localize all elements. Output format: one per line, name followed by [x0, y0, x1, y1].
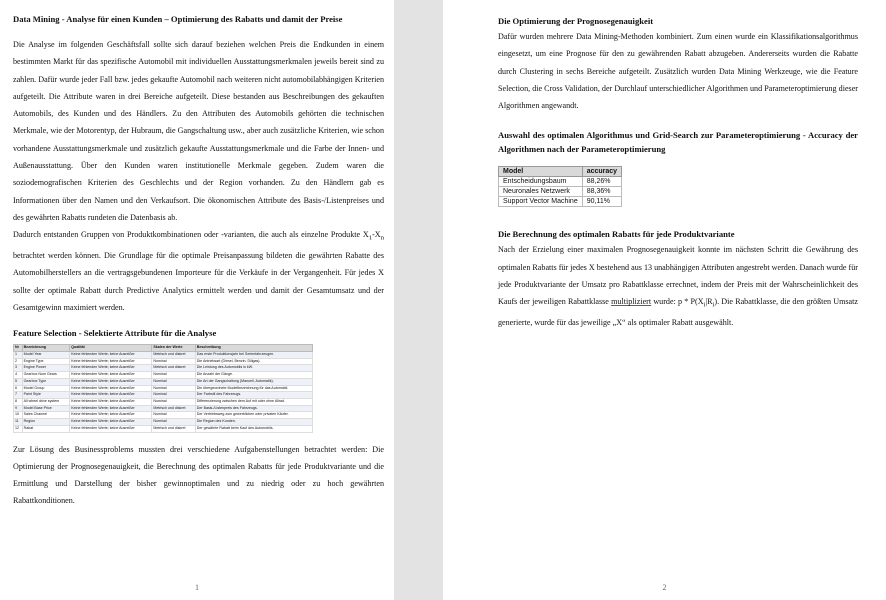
- intro-paragraph: Die Analyse im folgenden Geschäftsfall sollte sich darauf beziehen welchen Preis die Endkunden in einem bestimmten Markt für das spezifische Automobil mit individuellen Ausstattungsmerkmalen jeweils bereit sind zu zahlen. Dafür wurde jeder Fall bzw. jedes gekaufte Automobil nach weiteren nicht automobilabhängigen Kriterien aufgeteilt. Die Attribute waren in drei Bereiche aufgeteilt. Diese bestanden aus Beschreibungen des gekauften Automobils, des Kunden und des Händlers. Zu den Attributen des Automobils gehörten die technischen Merkmale, wie der Motorentyp, der Hubraum, die Gangschaltung usw., aber auch zusätzliche Kriterien, wie schon vorhandene Ausstattungsmerkmale und zusätzlich gekaufte Ausstattungsmerkmale und die Farbe der Innen- und Außenausstattung. Über den Kunden waren institutionelle Merkmale gegeben. Zudem waren die soziodemografischen Kriterien des Geschlechts und der Region vorhanden. Zu den Händlern gab es Informationen über den Namen und den Verkaufsort. Die ökonomischen Attribute des Basis-/Listenpreises und des gewährten Rabatts rundeten die Datenbasis ab.: [13, 40, 384, 222]
- product-paragraph: Dadurch entstanden Gruppen von Produktkombinationen oder -varianten, die auch als einzelne Produkte $X_1-X_n$ betrachtet werden können. Die Grundlage für die optimale Preisanpassung bildeten die gewährten Rabatte des Automobilherstellers an die vertragsgebundenen Importeure für die Verkäufe in der Vergangenheit. Für jedes X sollte der optimale Rabatt durch Predictive Analytics ermittelt werden und damit der Gesamtumsatz und der Gesamtgewinn maximiert werden.: [13, 230, 384, 313]
- accuracy-table-cell: Entscheidungsbaum: [499, 177, 583, 187]
- feature-table-cell: Engine Type: [22, 358, 70, 365]
- feature-table-cell: Nominal: [152, 372, 195, 379]
- feature-table-cell: 9: [14, 405, 23, 412]
- feature-table-cell: All wheel drive system: [22, 398, 70, 405]
- feature-table-cell: Keine fehlenden Werte; keine Ausreißer: [70, 419, 152, 426]
- feature-table-cell: Sales Channel: [22, 412, 70, 419]
- feature-table-row: [14, 392, 313, 399]
- feature-table-cell: Keine fehlenden Werte; keine Ausreißer: [70, 425, 152, 432]
- feature-table-cell: 11: [14, 419, 23, 426]
- feature-table-header-cell: Skalen der Werte: [152, 345, 195, 352]
- business-problem-paragraph: Zur Lösung des Businessproblems mussten drei verschiedene Aufgabenstellungen betrachtet werden: Die Optimierung der Prognosegenauigkeit, die Berechnung des optimalen Rabatts für jede Produktvariante und die Ermittlung und Darstellung der bisher gewinnoptimalen und zu niedrig oder zu hoch gewährten Rabattkonditionen.: [13, 444, 384, 506]
- feature-table-cell: Das erste Produktionsjahr bei Serienfahrzeugen.: [195, 352, 312, 359]
- feature-table-cell: Keine fehlenden Werte; keine Ausreißer: [70, 352, 152, 359]
- feature-table-cell: Keine fehlenden Werte; keine Ausreißer: [70, 358, 152, 365]
- feature-table-cell: Gearbox Type: [22, 378, 70, 385]
- feature-table-cell: 12: [14, 425, 23, 432]
- feature-table-row: [14, 398, 313, 405]
- feature-table-header-cell: Nr: [14, 345, 23, 352]
- accuracy-table-row: [499, 187, 622, 197]
- accuracy-table-row: [499, 197, 622, 207]
- feature-table-row: [14, 419, 313, 426]
- document-page-2: [443, 0, 886, 600]
- feature-table-cell: Der Vertriebsweg zum gewerblichen oder privaten Käufer.: [195, 412, 312, 419]
- feature-table-cell: Der Farbstil des Fahrzeugs.: [195, 392, 312, 399]
- feature-table-cell: Rabat: [22, 425, 70, 432]
- feature-table-cell: 6: [14, 385, 23, 392]
- page-number: 2: [662, 583, 667, 592]
- feature-table-row: [14, 365, 313, 372]
- accuracy-table-row: [499, 177, 622, 187]
- feature-table-cell: Keine fehlenden Werte; keine Ausreißer: [70, 405, 152, 412]
- feature-table-cell: Die Leistung des Automobils in kW.: [195, 365, 312, 372]
- feature-table-cell: Region: [22, 419, 70, 426]
- feature-table-cell: 2: [14, 358, 23, 365]
- prognosis-heading: Die Optimierung der Prognosegenauigkeit: [498, 16, 654, 26]
- feature-table-cell: Der gewährte Rabatt beim Kauf des Automobils.: [195, 425, 312, 432]
- accuracy-table-cell: 88,26%: [582, 177, 621, 187]
- feature-table-cell: Die Antriebsart (Diesel, Benzin, Diligas).: [195, 358, 312, 365]
- algorithm-heading: Auswahl des optimalen Algorithmus und Grid-Search zur Parameteroptimierung - Accuracy der Algorithmen nach der Parameteroptimierung: [498, 130, 858, 155]
- feature-table-row: [14, 352, 313, 359]
- feature-table-cell: Der Basis-/Listenpreis des Fahrzeugs.: [195, 405, 312, 412]
- prognosis-paragraph: Dafür wurden mehrere Data Mining-Methoden kombiniert. Zum einen wurde ein Klassifikationsalgorithmus eingesetzt, um eine Prognose für den zu gewährenden Rabatt abzugeben. Andererseits wurden die Rabatte durch Clustering in sechs Bereiche aufgeteilt. Zusätzlich wurden Data Mining Werkzeuge, wie die Feature Selection, die Cross Validation, der Durchlauf unterschiedlicher Algorithmen und Parameteroptimierung dieser Algorithmen angewandt.: [498, 32, 858, 111]
- feature-table-row: [14, 405, 313, 412]
- feature-table-cell: Metrisch und diskret: [152, 425, 195, 432]
- accuracy-table-cell: Support Vector Machine: [499, 197, 583, 207]
- feature-table-cell: Paint Style: [22, 392, 70, 399]
- accuracy-table-cell: 88,36%: [582, 187, 621, 197]
- feature-table-cell: Keine fehlenden Werte; keine Ausreißer: [70, 365, 152, 372]
- feature-table-cell: Keine fehlenden Werte; keine Ausreißer: [70, 372, 152, 379]
- feature-table-row: [14, 378, 313, 385]
- feature-table-cell: Nominal: [152, 419, 195, 426]
- feature-table-cell: 8: [14, 398, 23, 405]
- feature-table: [13, 344, 313, 432]
- feature-table-cell: Nominal: [152, 378, 195, 385]
- accuracy-table-header-cell: accuracy: [582, 167, 621, 177]
- feature-table-header-cell: Beschreibung: [195, 345, 312, 352]
- accuracy-table-header-cell: Model: [499, 167, 583, 177]
- feature-table-row: [14, 358, 313, 365]
- feature-table-cell: Nominal: [152, 385, 195, 392]
- feature-table-cell: Metrisch und diskret: [152, 365, 195, 372]
- feature-table-cell: 7: [14, 392, 23, 399]
- accuracy-table: [498, 166, 622, 207]
- feature-table-cell: Gearbox Num Gears: [22, 372, 70, 379]
- feature-selection-heading: Feature Selection - Selektierte Attribute für die Analyse: [13, 328, 217, 339]
- feature-table-cell: 5: [14, 378, 23, 385]
- feature-table-cell: 3: [14, 365, 23, 372]
- accuracy-table-cell: Neuronales Netzwerk: [499, 187, 583, 197]
- feature-table-cell: 4: [14, 372, 23, 379]
- feature-table-cell: Keine fehlenden Werte; keine Ausreißer: [70, 378, 152, 385]
- feature-table-cell: Nominal: [152, 398, 195, 405]
- feature-table-cell: Nominal: [152, 392, 195, 399]
- feature-table-cell: Die Anzahl der Gänge.: [195, 372, 312, 379]
- algorithm-section: [498, 128, 858, 207]
- page-number: 1: [195, 583, 199, 592]
- feature-table-cell: Keine fehlenden Werte; keine Ausreißer: [70, 392, 152, 399]
- feature-table-cell: Die Region des Kunden.: [195, 419, 312, 426]
- feature-table-cell: Metrisch und diskret: [152, 352, 195, 359]
- feature-table-cell: Keine fehlenden Werte; keine Ausreißer: [70, 385, 152, 392]
- feature-table-header-cell: Qualität: [70, 345, 152, 352]
- feature-table-cell: Die Art der Gangschaltung (Manuell, Automatik).: [195, 378, 312, 385]
- feature-table-cell: Model Group: [22, 385, 70, 392]
- optimal-discount-heading: Die Berechnung des optimalen Rabatts für jede Produktvariante: [498, 229, 735, 240]
- feature-table-cell: Engine Power: [22, 365, 70, 372]
- feature-table-header-cell: Bezeichnung: [22, 345, 70, 352]
- accuracy-table-cell: 90,11%: [582, 197, 621, 207]
- feature-table-row: [14, 425, 313, 432]
- feature-table-cell: 10: [14, 412, 23, 419]
- feature-table-row: [14, 385, 313, 392]
- feature-table-cell: Model Year: [22, 352, 70, 359]
- feature-table-row: [14, 372, 313, 379]
- feature-selection-section: [13, 326, 384, 432]
- optimal-discount-paragraph: Nach der Erzielung einer maximalen Prognosegenauigkeit konnte im nächsten Schritt die Gewährung des optimalen Rabatts für jedes X bestehend aus 13 unabhängigen Attributen angestrebt werden. Danach wurde für jede Produktvariante der Umsatz pro Rabattklasse errechnet, indem der Preis mit der Wahrscheinlichkeit des Kaufs der jeweiligen Rabattklasse multipliziert wurde: p * $P(X_i|R_i)$. Die Rabattklasse, die den größten Umsatz generierte, wurde für das jeweilige „X“ als optimaler Rabatt ausgewählt.: [498, 245, 858, 328]
- feature-table-cell: Model Base Price: [22, 405, 70, 412]
- feature-table-cell: Nominal: [152, 358, 195, 365]
- feature-table-cell: Keine fehlenden Werte; keine Ausreißer: [70, 398, 152, 405]
- feature-table-cell: Keine fehlenden Werte; keine Ausreißer: [70, 412, 152, 419]
- feature-table-cell: Metrisch und diskret: [152, 405, 195, 412]
- document-title: Data Mining - Analyse für einen Kunden – Optimierung des Rabatts und damit der Preise: [13, 14, 343, 24]
- document-page-1: [0, 0, 394, 600]
- feature-table-row: [14, 412, 313, 419]
- feature-table-cell: Die übergeordnete Modellbezeichnung für das Automobil.: [195, 385, 312, 392]
- spellcheck-underlined-word: multipliziert: [611, 297, 652, 307]
- feature-table-cell: 1: [14, 352, 23, 359]
- feature-table-cell: Differenzierung zwischen dem Auf mit oder ohne Allrad.: [195, 398, 312, 405]
- feature-table-cell: Nominal: [152, 412, 195, 419]
